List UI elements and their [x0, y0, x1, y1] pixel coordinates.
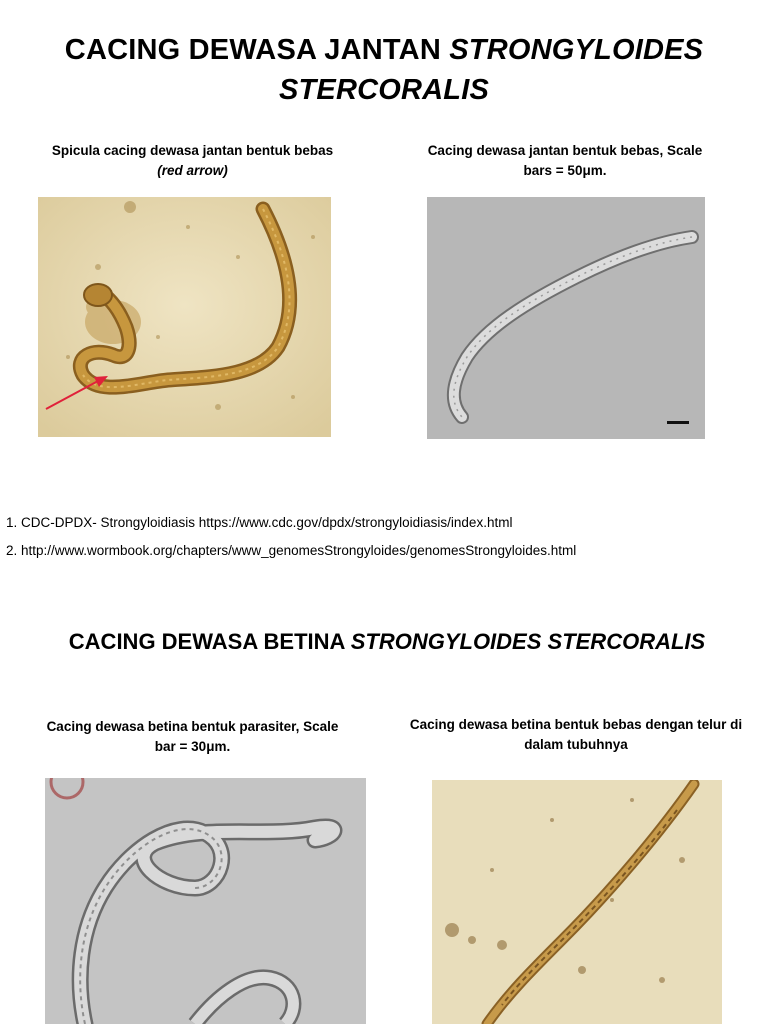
- reference-2: 2. http://www.wormbook.org/chapters/www_genomesStrongyloides/genomesStrongyloides.html: [6, 543, 577, 558]
- photo-female-free-living: [432, 780, 722, 1024]
- caption-female-parasitic: Cacing dewasa betina bentuk parasiter, Scale bar = 30μm.: [46, 719, 339, 754]
- caption-male-free-living: Cacing dewasa jantan bentuk bebas, Scale bars = 50μm.: [427, 143, 703, 178]
- male-title-species-2: STERCORALIS: [278, 74, 490, 106]
- reference-1: 1. CDC-DPDX- Strongyloidiasis https://www.cdc.gov/dpdx/strongyloidiasis/index.html: [6, 515, 513, 530]
- male-section-title: CACING DEWASA JANTAN STRONGYLOIDES STERCORALIS: [64, 34, 704, 106]
- photo-male-free-living: [427, 197, 705, 439]
- male-title-species: STRONGYLOIDES: [449, 34, 704, 66]
- caption-female-free-living: Cacing dewasa betina bentuk bebas dengan telur di dalam tubuhnya: [409, 717, 743, 752]
- female-title-species: STRONGYLOIDES STERCORALIS: [350, 629, 706, 654]
- female-section-title: CACING DEWASA BETINA STRONGYLOIDES STERCORALIS: [68, 629, 706, 654]
- photo-female-parasitic: [45, 778, 366, 1024]
- caption-male-spicula: Spicula cacing dewasa jantan bentuk bebas (red arrow): [51, 143, 334, 178]
- photo-male-spicula: [38, 197, 331, 437]
